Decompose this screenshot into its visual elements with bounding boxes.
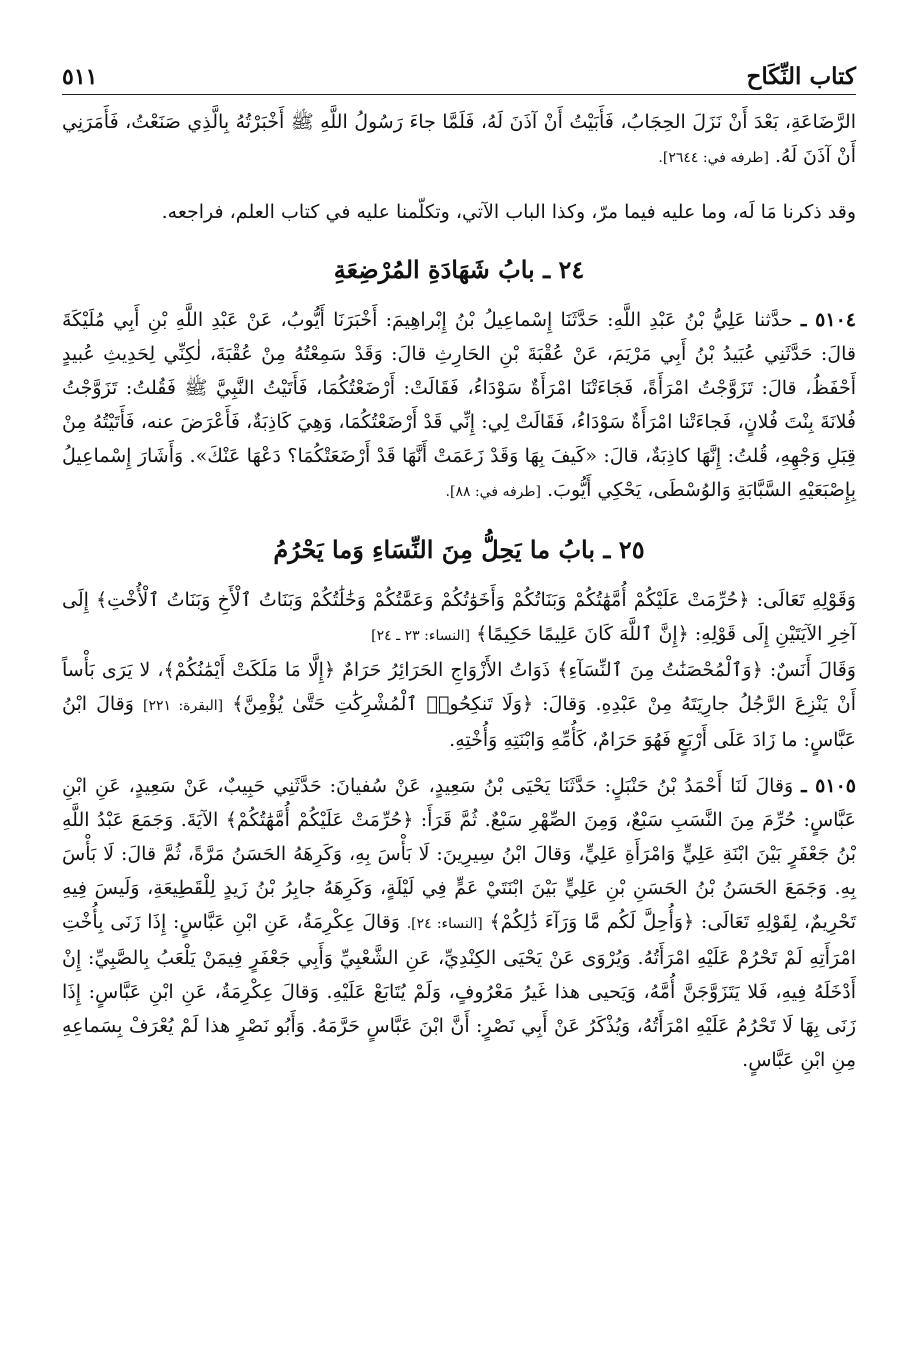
cross-reference: [طرفه في: ٢٦٤٤].: [658, 150, 769, 166]
hadith-5105: [62, 769, 856, 1077]
cross-reference: [طرفه في: ٨٨].: [445, 484, 542, 500]
chapter-heading-25: ٢٥ ـ بابُ ما يَحِلُّ مِنَ النِّسَاءِ وَما يَحْرُمُ: [273, 535, 645, 564]
commentary-paragraph: وقد ذكرنا مَا لَه، وما عليه فيما مرّ، وكذا الباب الآتي، وتكلّمنا عليه في كتاب العلم، فراجعه.: [161, 201, 856, 223]
paragraph-intro: الرَّضَاعَةِ، بَعْدَ أَنْ نَزَلَ الحِجَابُ، فَأَبَيْتُ أَنْ آذَنَ لَهُ، فَلَمَّا جاءَ رَسُولُ اللَّهِ ﷺ أَخْبَرْتُهُ بِالَّذِي صَنَعْتُ، فَأَمَرَنِي أَنْ آذَنَ لَهُ. [طرفه في: ٢٦٤٤].: [62, 111, 856, 167]
chapter-heading-24: ٢٤ ـ بابُ شَهَادَةِ المُرْضِعَةِ: [333, 255, 585, 284]
verse-reference: [البقرة: ٢٢١]: [142, 698, 224, 714]
running-header: [62, 48, 856, 95]
verse-reference: [النساء: ٢٣ ـ ٢٤]: [371, 628, 471, 644]
hadith-text: حدَّثنا عَلِيُّ بْنُ عَبْدِ اللَّهِ: حَدَّثَنَا إِسْماعِيلُ بْنُ إِبْراهِيمَ: أَخْبَرَنَا أَيُّوبُ، عَنْ عَبْدِ اللَّهِ بْنِ أَبِي مُلَيْكَةَ قالَ: حَدَّثَنِي عُبَيدُ بْنُ أَبِي مَرْيَمَ، عَنْ عُقْبَةَ بْنِ الحَارِثِ قالَ: وَقَدْ سَمِعْتُهُ مِنْ عُقْبَةَ، لٰكِنِّي لِحَدِيثِ عُبيدٍ أَحْفَظُ، قالَ: تَزَوَّجْتُ امْرَأَةً، فَجَاءَتْنَا امْرَأَةٌ سَوْدَاءُ، فَقَالَتْ: أَرْضَعْتُكُمَا، فَأَتَيْتُ النَّبِيَّ ﷺ فَقُلتُ: تَزَوَّجْتُ فُلانَةَ بِنْتَ فُلانٍ، فَجاءَتْنا امْرَأَةٌ سَوْدَاءُ، فَقَالَتْ لِي: إِنِّي قَدْ أَرْضَعْتُكُمَا، وَهِيَ كَاذِبَةٌ، فَأَعْرَضَ عنه، فَأَتَيْتُهُ مِنْ قِبَلِ وَجْهِهِ، قُلتُ: إِنَّهَا كاذِبَةٌ، قالَ: «كَيفَ بِهَا وَقَدْ زَعَمَتْ أَنَّهَا قَدْ أَرْضَعَتْكُمَا؟ دَعْهَا عَنْكَ». وَأَشَارَ إِسْماعِيلُ بِإِصْبَعَيْهِ السَّبَّابَةِ وَالوُسْطَى، يَحْكِي أَيُّوبَ.: [62, 309, 856, 501]
anas-paragraph: وَقَالَ أَنَسٌ: ﴿وَٱلْمُحْصَنَٰتُ مِنَ ٱلنِّسَآءِ﴾ ذَوَاتُ الأَزْوَاجِ الحَرَائِرُ حَرَامٌ ﴿إِلَّا مَا مَلَكَتْ أَيْمَٰنُكُمْ﴾، لا يَرَى بَأْساً أَنْ يَنْزِعَ الرَّجُلُ جارِيَتَهُ مِنْ عَبْدِهِ. وَقالَ: ﴿وَلَا تَنكِحُوا۟ ٱلْمُشْرِكَٰتِ حَتَّىٰ يُؤْمِنَّ﴾ [البقرة: ٢٢١] وَقالَ ابْنُ عَبَّاسٍ: ما زَادَ عَلَى أَرْبَعٍ فَهُوَ حَرَامٌ، كَأُمِّهِ وَابْنَتِهِ وَأُخْتِهِ.: [62, 659, 856, 751]
hadith-5104: [62, 303, 856, 509]
hadith-text: وَقالَ لَنَا أَحْمَدُ بْنُ حَنْبَلٍ: حَدَّثَنَا يَحْيَى بْنُ سَعِيدٍ، عَنْ سُفيانَ: حَدَّثَنِي حَبِيبٌ، عَنْ سَعِيدٍ، عَنِ ابْنِ عَبَّاسٍ: حُرِّمَ مِنَ النَّسَبِ سَبْعٌ، وَمِنَ الصِّهْرِ سَبْعٌ. ثُمَّ قَرَأَ: ﴿حُرِّمَتْ عَلَيْكُمْ أُمَّهَٰتُكُمْ﴾ الآيَةَ. وَجَمَعَ عَبْدُ اللَّهِ بْنُ جَعْفَرٍ بَيْنَ ابْنَةِ عَلِيٍّ وَامْرَأَةِ عَلِيٍّ، وَقالَ ابْنُ سِيرِينَ: لَا بَأْسَ بِهِ، وَكَرِهَهُ الحَسَنُ مَرَّةً، ثُمَّ قالَ: لَا بَأْسَ بِهِ. وَجَمَعَ الحَسَنُ بْنُ الحَسَنِ بْنِ عَلِيٍّ بَيْنَ ابْنَتَيْ عَمٍّ فِي لَيْلَةٍ، وَكَرِهَهُ جابِرُ بْنُ زَيدٍ لِلْقَطِيعَةِ، وَلَيسَ فِيهِ تَحْرِيمٌ، لِقَوْلِهِ تَعَالَى: ﴿وَأُحِلَّ لَكُم مَّا وَرَآءَ ذَٰلِكُمْ﴾: [62, 775, 856, 933]
book-title: كتاب النِّكَاح: [746, 63, 856, 90]
hadith-text-continued: وَقالَ عِكْرِمَةُ، عَنِ ابْنِ عَبَّاسٍ: إِذَا زَنَى بِأُخْتِ امْرَأَتِهِ لَمْ تَحْرُمْ عَلَيْهِ امْرَأَتُهُ. وَيُرْوَى عَنْ يَحْيَى الكِنْدِيِّ، عَنِ الشَّعْبِيِّ وَأَبِي جَعْفَرٍ فِيمَنْ يَلْعَبُ بِالصَّبِيِّ: إِنْ أَدْخَلَهُ فِيهِ، فَلا يَتَزَوَّجَنَّ أُمَّهُ، وَيَحيى هذا غَيرُ مَعْرُوفٍ، وَلَمْ يُتَابَعْ عَلَيْهِ. وَقالَ عِكْرِمَةُ، عَنِ ابْنِ عَبَّاسٍ: إِذَا زَنَى بِهَا لَا تَحْرُمُ عَلَيْهِ امْرَأَتُهُ، وَيُذْكَرُ عَنْ أَبِي نَصْرٍ: أَنَّ ابْنَ عَبَّاسٍ حَرَّمَهُ. وَأَبُو نَصْرٍ هذا لَمْ يُعْرَفْ بِسَماعِهِ مِنِ ابْنِ عَبَّاسٍ.: [62, 911, 856, 1071]
page-number: ٥١١: [62, 64, 98, 90]
hadith-number: ٥١٠٤ ـ: [800, 309, 856, 331]
quran-verse-paragraph: وَقَوْلِهِ تَعَالَى: ﴿حُرِّمَتْ عَلَيْكُمْ أُمَّهَٰتُكُمْ وَبَنَاتُكُمْ وَأَخَوَٰتُكُمْ وَعَمَّٰتُكُمْ وَخَٰلَٰتُكُمْ وَبَنَاتُ ٱلْأَخِ وَبَنَاتُ ٱلْأُخْتِ﴾ إِلَى آخِرِ الآيَتَيْنِ إِلَى قَوْلِهِ: ﴿إِنَّ ٱللَّهَ كَانَ عَلِيمًا حَكِيمًا﴾ [النساء: ٢٣ ـ ٢٤]: [62, 589, 856, 645]
hadith-number: ٥١٠٥ ـ: [801, 775, 856, 797]
verse-reference: [النساء: ٢٤].: [406, 916, 483, 932]
